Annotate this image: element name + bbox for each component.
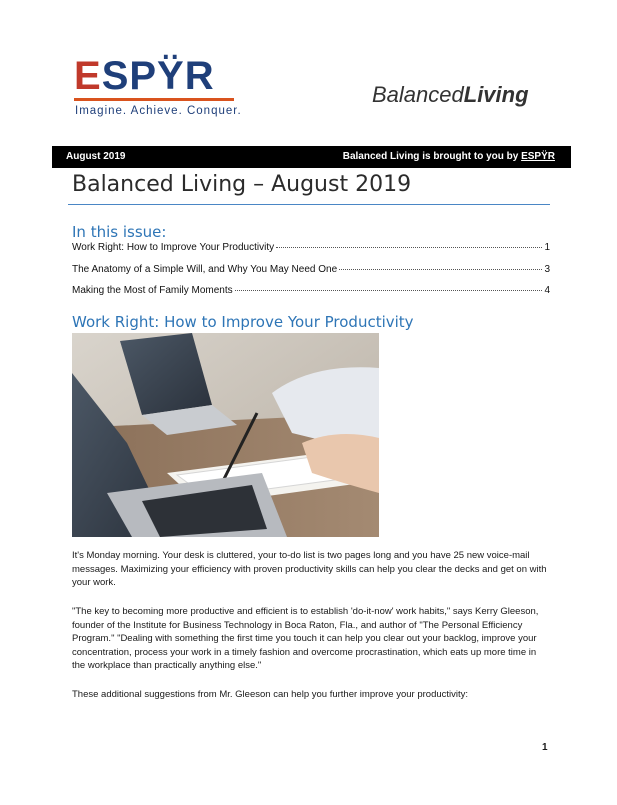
toc-entry[interactable]: The Anatomy of a Simple Will, and Why You May Need One 3 — [72, 264, 550, 275]
issue-date: August 2019 — [66, 151, 126, 162]
balanced-living-brand: BalancedLiving — [372, 82, 529, 107]
toc-leader — [235, 290, 543, 291]
toc-entry[interactable]: Making the Most of Family Moments 4 — [72, 285, 550, 296]
article-paragraph: It's Monday morning. Your desk is cluttered, your to-do list is two pages long and you have 25 new voice-mail messages. Maximizing your efficiency with proven productivity skills can help you clear the decks and get on with your work. — [72, 550, 547, 588]
toc-leader — [276, 247, 542, 248]
article-paragraph: These additional suggestions from Mr. Gleeson can help you further improve your productivity: — [72, 689, 469, 700]
toc-entry[interactable]: Work Right: How to Improve Your Productivity 1 — [72, 242, 550, 253]
page-number: 1 — [542, 742, 548, 753]
header-bar — [52, 146, 571, 168]
toc-leader — [339, 269, 542, 270]
espyr-logo — [74, 56, 244, 126]
office-desk-photo — [72, 333, 379, 537]
in-this-issue-heading: In this issue: — [72, 223, 167, 241]
article-heading: Work Right: How to Improve Your Productivity — [72, 313, 414, 331]
logo-underline — [74, 98, 234, 101]
brought-by: Balanced Living is brought to you by ESPŸR — [342, 151, 555, 162]
page-title: Balanced Living – August 2019 — [72, 172, 412, 197]
logo-tagline: Imagine. Achieve. Conquer. — [75, 105, 242, 117]
title-rule — [68, 204, 550, 205]
logo-wordmark: ESPŸR — [74, 54, 215, 98]
article-paragraph: "The key to becoming more productive and efficient is to establish 'do-it-now' work habits," says Kerry Gleeson, founder of the Institute for Business Technology in Boca Raton, Fla., and author of "The Personal Efficiency Program." "Dealing with something the first time you touch it can help you clear out your backlog, improve your concentration, process your work in a timely fashion and overcome procrastination, which eats up more time in the workplace than practically anything else." — [72, 606, 539, 671]
article-photo — [72, 333, 379, 537]
